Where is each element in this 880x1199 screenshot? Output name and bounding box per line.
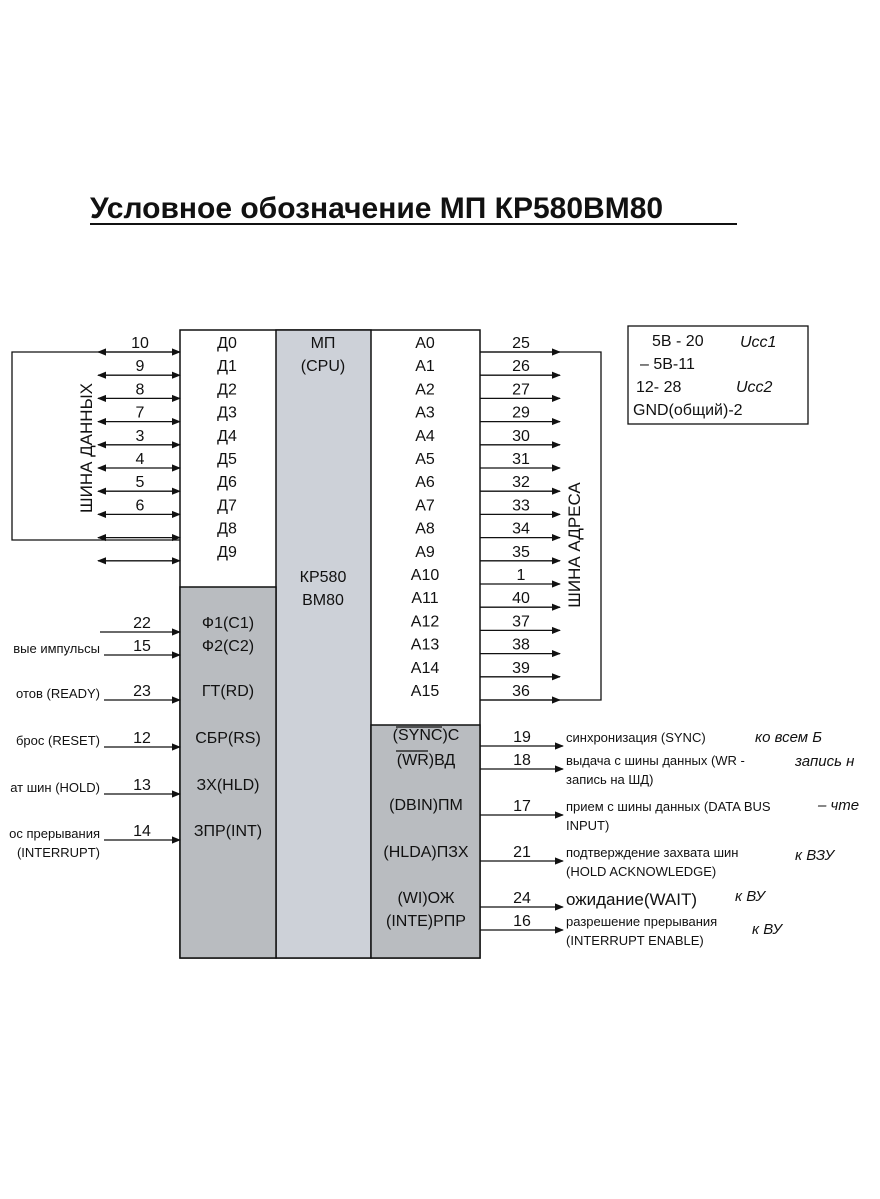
address-signal-name: А14: [410, 659, 440, 677]
control-in-signal-name: ЗХ(HLD): [196, 777, 260, 794]
power-note-ucc2: Ucc2: [736, 379, 773, 396]
address-signal-name: А7: [415, 497, 435, 515]
control-in-description-2: (INTERRUPT): [16, 845, 100, 860]
address-pin-number: 39: [512, 659, 530, 677]
address-pin-number: 26: [512, 358, 530, 376]
data-bus-label: ШИНА ДАННЫХ: [77, 383, 96, 513]
address-bus-label: ШИНА АДРЕСА: [565, 482, 584, 608]
control-in-pin-number: 23: [133, 683, 151, 700]
power-line4: GND(общий)-2: [633, 402, 743, 419]
chip-part-line2: ВМ80: [302, 592, 344, 609]
data-pin-number: 10: [131, 335, 149, 352]
control-out-handwritten-note: к ВЗУ: [795, 847, 835, 864]
address-signal-name: А5: [415, 451, 435, 468]
control-in-pin-number: 15: [133, 638, 151, 655]
address-signal-name: А4: [415, 427, 435, 445]
control-out-handwritten-note: к ВУ: [752, 921, 782, 938]
data-signal-name: Д2: [217, 381, 237, 399]
control-in-description: отов (READY): [16, 686, 100, 701]
data-pin-number: 3: [135, 427, 145, 445]
address-pin-number: 40: [512, 590, 530, 608]
control-in-signal-name: Ф1(С1): [201, 615, 255, 632]
control-input-pins: [9, 615, 262, 860]
control-out-pin-number: 18: [513, 752, 531, 769]
power-line2: – 5В-11: [640, 356, 695, 373]
chip-mp-label: МП: [310, 335, 336, 352]
power-line3: 12- 28: [636, 379, 682, 396]
control-out-description: прием с шины данных (DATA BUS: [566, 799, 771, 814]
control-out-description-2: запись на ШД): [566, 772, 654, 787]
chip-part-line1: КР580: [299, 569, 347, 586]
control-out-pin-number: 17: [513, 798, 531, 815]
address-pin-number: 33: [512, 497, 530, 515]
control-out-description: ожидание(WAIT): [566, 890, 698, 909]
control-out-handwritten-note: запись н: [795, 753, 855, 770]
address-pin-number: 31: [512, 451, 530, 468]
address-pin-number: 29: [512, 404, 530, 422]
control-in-signal-name: Ф2(С2): [201, 638, 255, 655]
address-pin-number: 27: [512, 381, 530, 399]
control-out-signal-name: (DBIN)ПМ: [389, 797, 463, 814]
control-out-signal-name: (WI)ОЖ: [397, 890, 455, 907]
control-out-signal-name: (INTE)РПР: [386, 913, 466, 930]
control-in-description: брос (RESET): [15, 733, 100, 748]
control-in-pin-number: 14: [133, 823, 151, 840]
control-in-description: ат шин (HOLD): [10, 780, 100, 795]
control-out-pin-number: 24: [513, 890, 531, 907]
control-out-description: разрешение прерывания: [566, 914, 718, 929]
address-pin-number: 37: [512, 613, 530, 631]
control-in-signal-name: ЗПР(INT): [193, 823, 263, 840]
control-in-signal-name: ГТ(RD): [201, 683, 255, 700]
control-out-signal-name: (WR)ВД: [396, 752, 456, 769]
control-out-signal-name: (SYNC)С: [392, 727, 460, 744]
data-signal-name: Д6: [217, 474, 237, 492]
address-pin-number: 34: [512, 520, 530, 538]
power-note-ucc1: Ucc1: [740, 334, 777, 351]
address-signal-name: А15: [410, 683, 440, 700]
control-in-description: вые импульсы: [13, 641, 100, 656]
address-signal-name: А9: [415, 543, 435, 561]
control-out-description-2: INPUT): [566, 818, 610, 833]
address-signal-name: А11: [411, 590, 439, 608]
address-signal-name: А1: [415, 358, 435, 376]
data-pin-number: 4: [135, 451, 145, 468]
data-bus-bracket: [12, 352, 180, 540]
data-pin-number: 9: [135, 358, 145, 376]
control-out-description: подтверждение захвата шин: [566, 845, 739, 860]
control-in-pin-number: 13: [133, 777, 151, 794]
page-title: Условное обозначение МП КР580ВМ80: [90, 192, 664, 225]
data-signal-name: Д4: [217, 427, 237, 445]
control-out-description-2: (HOLD ACKNOWLEDGE): [566, 864, 717, 879]
control-out-description-2: (INTERRUPT ENABLE): [566, 933, 704, 948]
control-out-handwritten-note: ко всем Б: [755, 729, 822, 746]
address-signal-name: А3: [415, 404, 435, 422]
address-signal-name: А12: [410, 613, 440, 631]
chip-cpu-label: (CPU): [300, 358, 346, 375]
address-pin-number: 25: [512, 335, 530, 352]
address-signal-name: А0: [415, 335, 435, 352]
control-out-signal-name: (HLDA)ПЗХ: [383, 844, 469, 861]
data-signal-name: Д7: [217, 497, 237, 515]
data-pin-number: 6: [135, 497, 145, 515]
address-pin-number: 35: [512, 543, 530, 561]
control-out-description: синхронизация (SYNC): [566, 730, 706, 745]
control-out-pin-number: 16: [513, 913, 531, 930]
chip-center-column: [276, 330, 371, 958]
address-pin-number: 36: [512, 683, 530, 700]
address-pin-number: 30: [512, 427, 530, 445]
data-pin-number: 7: [135, 404, 145, 422]
address-signal-name: А6: [415, 474, 435, 492]
data-signal-name: Д1: [217, 358, 237, 376]
data-pin-number: 8: [135, 381, 145, 399]
address-pin-number: 32: [512, 474, 530, 492]
data-pin-number: 5: [135, 474, 145, 492]
control-out-description: выдача с шины данных (WR -: [566, 753, 745, 768]
control-out-pin-number: 21: [513, 844, 531, 861]
power-line1: 5В - 20: [652, 333, 704, 350]
address-signal-name: А13: [410, 636, 440, 654]
control-in-description: ос прерывания: [9, 826, 100, 841]
control-in-signal-name: СБР(RS): [195, 730, 261, 747]
control-out-handwritten-note: к ВУ: [735, 888, 765, 905]
address-signal-name: А2: [415, 381, 435, 399]
data-signal-name: Д9: [217, 543, 237, 561]
data-signal-name: Д8: [217, 520, 237, 538]
data-signal-name: Д5: [217, 451, 237, 468]
control-out-handwritten-note: – чте: [818, 797, 860, 814]
data-signal-name: Д3: [217, 404, 237, 422]
address-signal-name: А8: [415, 520, 435, 538]
data-signal-name: Д0: [217, 335, 237, 352]
control-out-pin-number: 19: [513, 729, 531, 746]
control-in-pin-number: 22: [133, 615, 151, 632]
address-pin-number: 1: [516, 567, 526, 584]
control-in-pin-number: 12: [133, 730, 151, 747]
address-signal-name: А10: [410, 567, 440, 584]
address-pin-number: 38: [512, 636, 530, 654]
